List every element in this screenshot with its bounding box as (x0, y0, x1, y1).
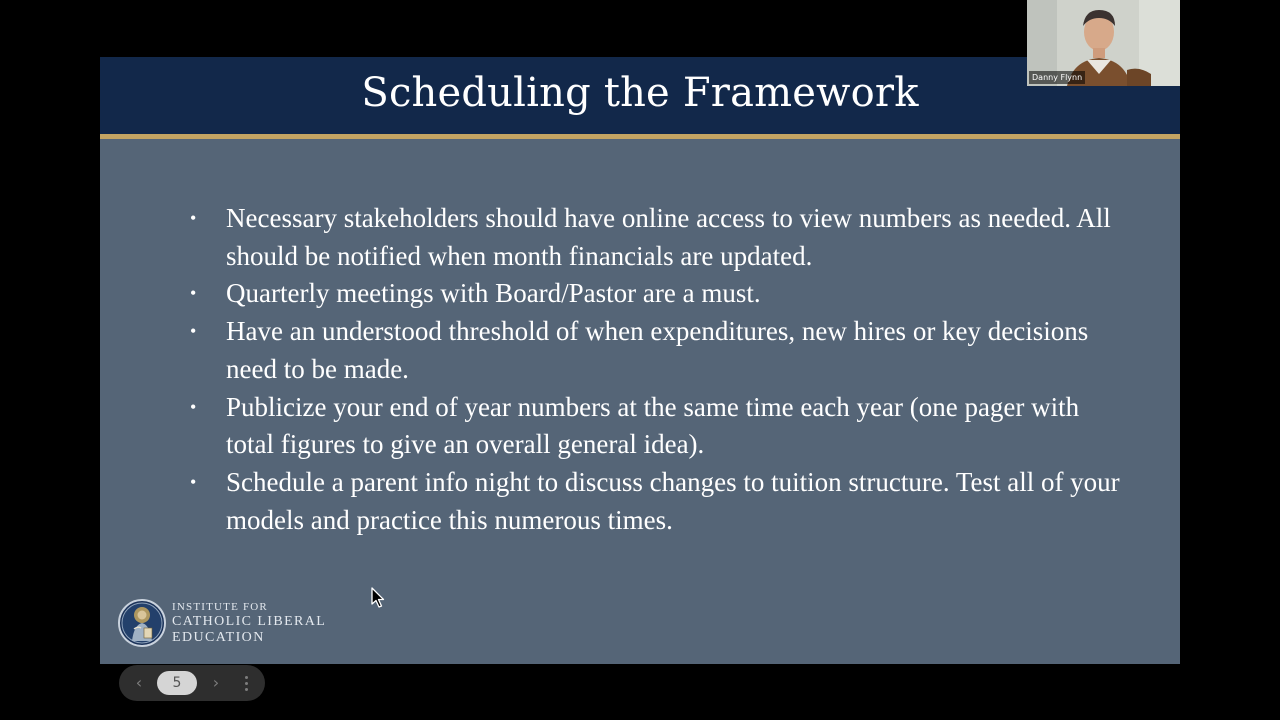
mouse-pointer-icon (371, 587, 385, 609)
bullet-text: Necessary stakeholders should have online access to view numbers as needed. All should be notified when month financials are updated. (226, 203, 1111, 271)
medallion-graphic (120, 601, 164, 645)
participant-video-tile[interactable] (1027, 0, 1180, 86)
ellipsis-dot (245, 676, 248, 679)
logo-line-2: CATHOLIC LIBERAL (172, 614, 327, 629)
bullet-text: Schedule a parent info night to discuss changes to tuition structure. Test all of your models and practice this numerous times. (226, 466, 1120, 535)
bullet-dot: • (190, 471, 197, 492)
logo-line-3: EDUCATION (172, 630, 265, 645)
logo-line-1: INSTITUTE FOR (172, 601, 268, 613)
bullet-item (190, 389, 1120, 464)
bullet-item (190, 313, 1120, 388)
institute-logo (118, 597, 338, 649)
bullet-dot: • (190, 321, 197, 342)
bullet-dot: • (190, 283, 197, 304)
header-divider (100, 134, 1180, 139)
page-number-indicator[interactable]: 5 (157, 671, 197, 695)
vertical-ellipsis-icon[interactable] (235, 671, 257, 695)
bullet-item (190, 464, 1120, 539)
slide-navigation-bar (119, 665, 265, 701)
christ-medallion-icon (118, 599, 166, 647)
ellipsis-dot (245, 682, 248, 685)
previous-slide-button[interactable]: ‹ (135, 673, 143, 692)
participant-name-label: Danny Flynn (1029, 71, 1085, 84)
bullet-text: Have an understood threshold of when expenditures, new hires or key decisions need to be made. (226, 316, 1089, 384)
next-slide-button[interactable]: › (212, 673, 220, 692)
bullet-item (190, 275, 1120, 313)
bullet-dot: • (190, 396, 197, 417)
slide-title: Scheduling the Framework (361, 70, 919, 116)
bullet-item (190, 200, 1120, 275)
ellipsis-dot (245, 688, 248, 691)
bullet-text: Publicize your end of year numbers at the same time each year (one pager with total figures to give an overall general idea). (226, 391, 1080, 460)
bullet-list (190, 200, 1120, 539)
bullet-dot: • (190, 208, 197, 228)
logo-wordmark (172, 601, 326, 646)
slide-header (100, 57, 1180, 134)
slide (100, 57, 1180, 664)
bullet-text: Quarterly meetings with Board/Pastor are a must. (226, 278, 761, 309)
